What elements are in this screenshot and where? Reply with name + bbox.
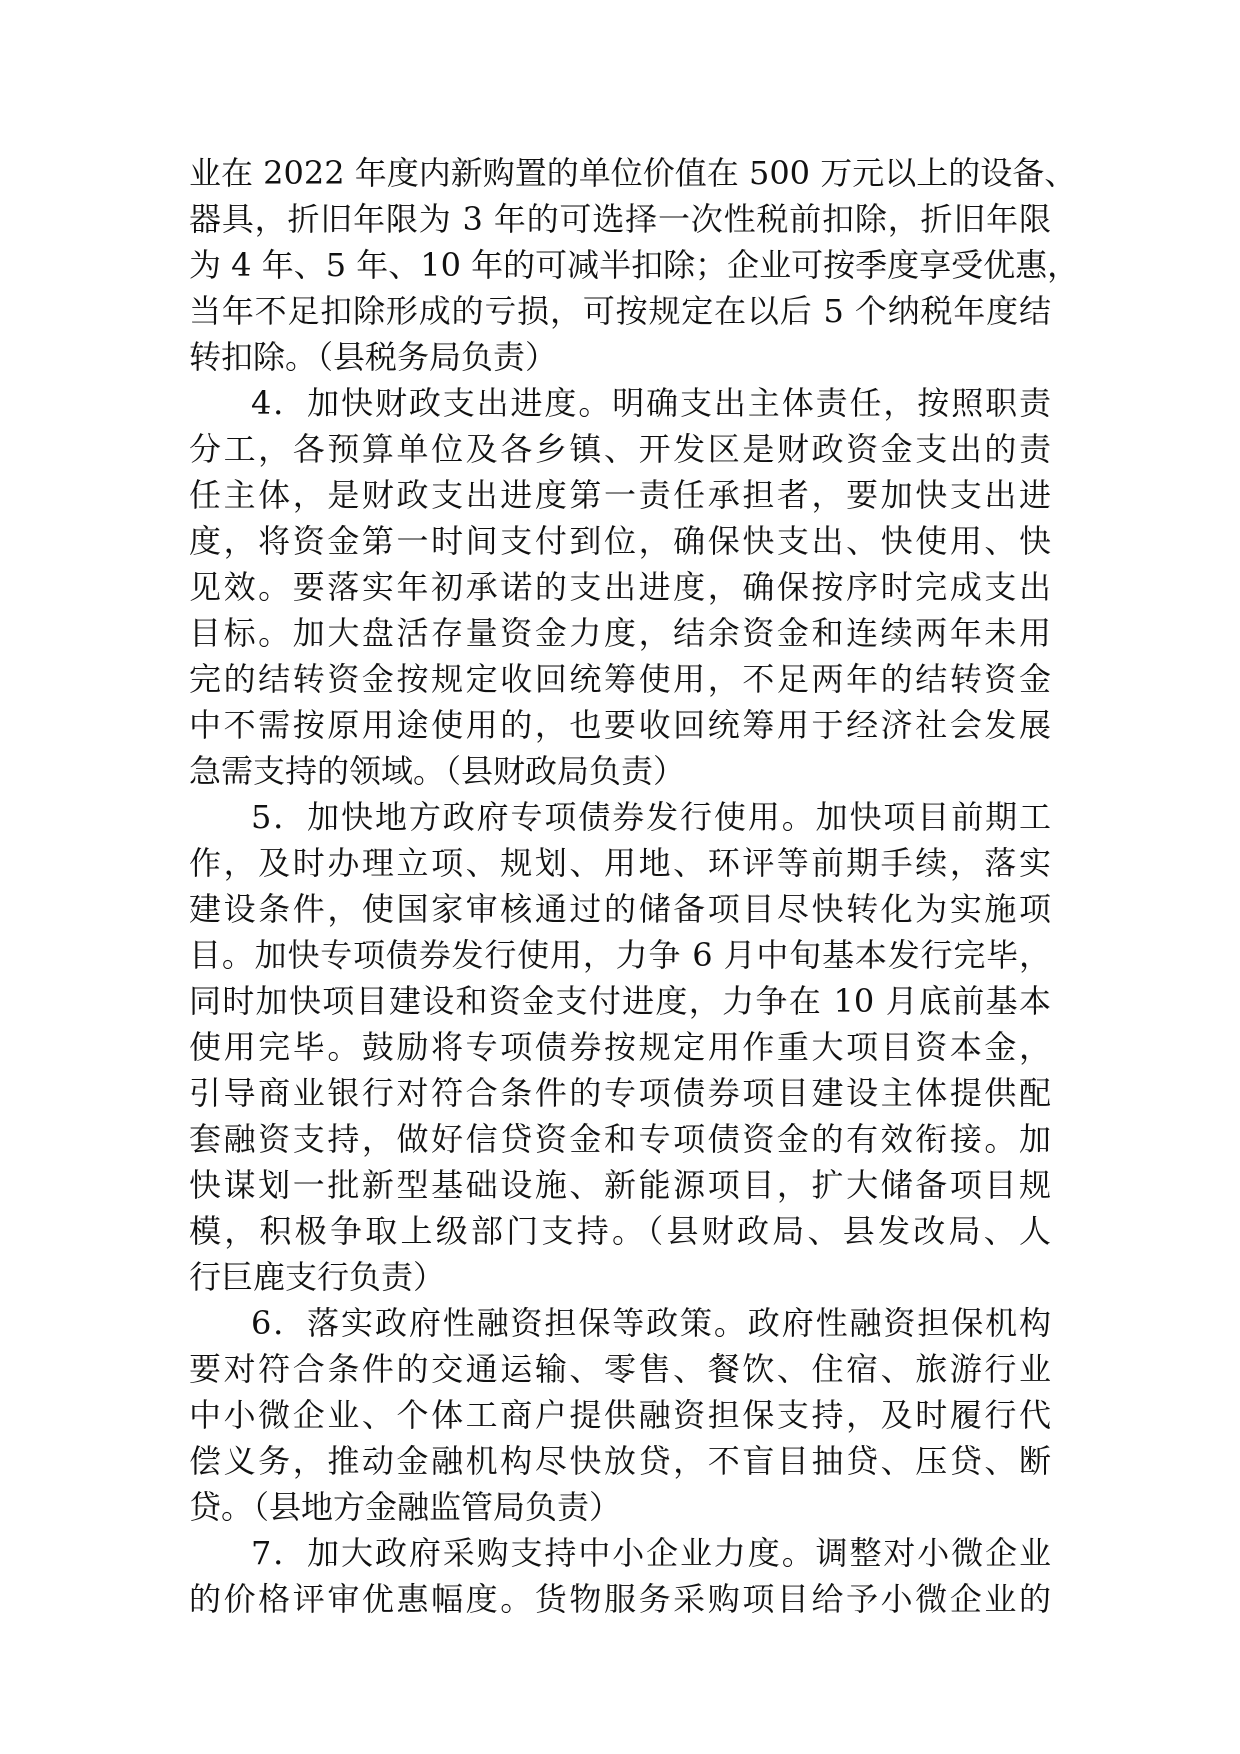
text-line: 转扣除。（县税务局负责） (189, 338, 558, 376)
text-line: 引导商业银行对符合条件的专项债券项目建设主体提供配 (189, 1074, 1051, 1112)
text-line: 业在 2022 年度内新购置的单位价值在 500 万元以上的设备、 (189, 154, 1077, 192)
text-line: 作，及时办理立项、规划、用地、环评等前期手续，落实 (189, 844, 1051, 882)
document-page (189, 150, 1080, 1622)
text-line: 完的结转资金按规定收回统筹使用，不足两年的结转资金 (189, 660, 1051, 698)
text-line: 目。加快专项债券发行使用，力争 6 月中旬基本发行完毕， (189, 936, 1051, 974)
text-line: 建设条件，使国家审核通过的储备项目尽快转化为实施项 (189, 890, 1051, 928)
text-line: 贷。（县地方金融监管局负责） (189, 1488, 622, 1526)
paragraph-start-line: 7．加大政府采购支持中小企业力度。调整对小微企业 (251, 1534, 1051, 1572)
text-line: 套融资支持，做好信贷资金和专项债资金的有效衔接。加 (189, 1120, 1051, 1158)
text-line: 同时加快项目建设和资金支付进度，力争在 10 月底前基本 (189, 982, 1051, 1020)
text-line: 见效。要落实年初承诺的支出进度，确保按序时完成支出 (189, 568, 1051, 606)
text-line: 为 4 年、5 年、10 年的可减半扣除；企业可按季度享受优惠， (189, 246, 1080, 284)
paragraph-start-line: 6．落实政府性融资担保等政策。政府性融资担保机构 (251, 1304, 1051, 1342)
text-line: 中不需按原用途使用的，也要收回统筹用于经济社会发展 (189, 706, 1051, 744)
text-line: 当年不足扣除形成的亏损，可按规定在以后 5 个纳税年度结 (189, 292, 1051, 330)
text-line: 偿义务，推动金融机构尽快放贷，不盲目抽贷、压贷、断 (189, 1442, 1051, 1480)
text-line: 分工，各预算单位及各乡镇、开发区是财政资金支出的责 (189, 430, 1051, 468)
text-line: 的价格评审优惠幅度。货物服务采购项目给予小微企业的 (189, 1580, 1051, 1618)
paragraph-start-line: 5．加快地方政府专项债券发行使用。加快项目前期工 (251, 798, 1051, 836)
text-line: 行巨鹿支行负责） (189, 1258, 446, 1296)
text-line: 中小微企业、个体工商户提供融资担保支持，及时履行代 (189, 1396, 1051, 1434)
text-line: 目标。加大盘活存量资金力度，结余资金和连续两年未用 (189, 614, 1051, 652)
text-line: 模，积极争取上级部门支持。（县财政局、县发改局、人 (189, 1212, 1051, 1250)
text-line: 急需支持的领域。（县财政局负责） (189, 752, 686, 790)
text-line: 任主体，是财政支出进度第一责任承担者，要加快支出进 (189, 476, 1051, 514)
text-line: 使用完毕。鼓励将专项债券按规定用作重大项目资本金， (189, 1028, 1051, 1066)
text-line: 要对符合条件的交通运输、零售、餐饮、住宿、旅游行业 (189, 1350, 1051, 1388)
paragraph-start-line: 4．加快财政支出进度。明确支出主体责任，按照职责 (251, 384, 1051, 422)
text-line: 快谋划一批新型基础设施、新能源项目，扩大储备项目规 (189, 1166, 1051, 1204)
text-line: 器具，折旧年限为 3 年的可选择一次性税前扣除，折旧年限 (189, 200, 1051, 238)
text-line: 度，将资金第一时间支付到位，确保快支出、快使用、快 (189, 522, 1051, 560)
